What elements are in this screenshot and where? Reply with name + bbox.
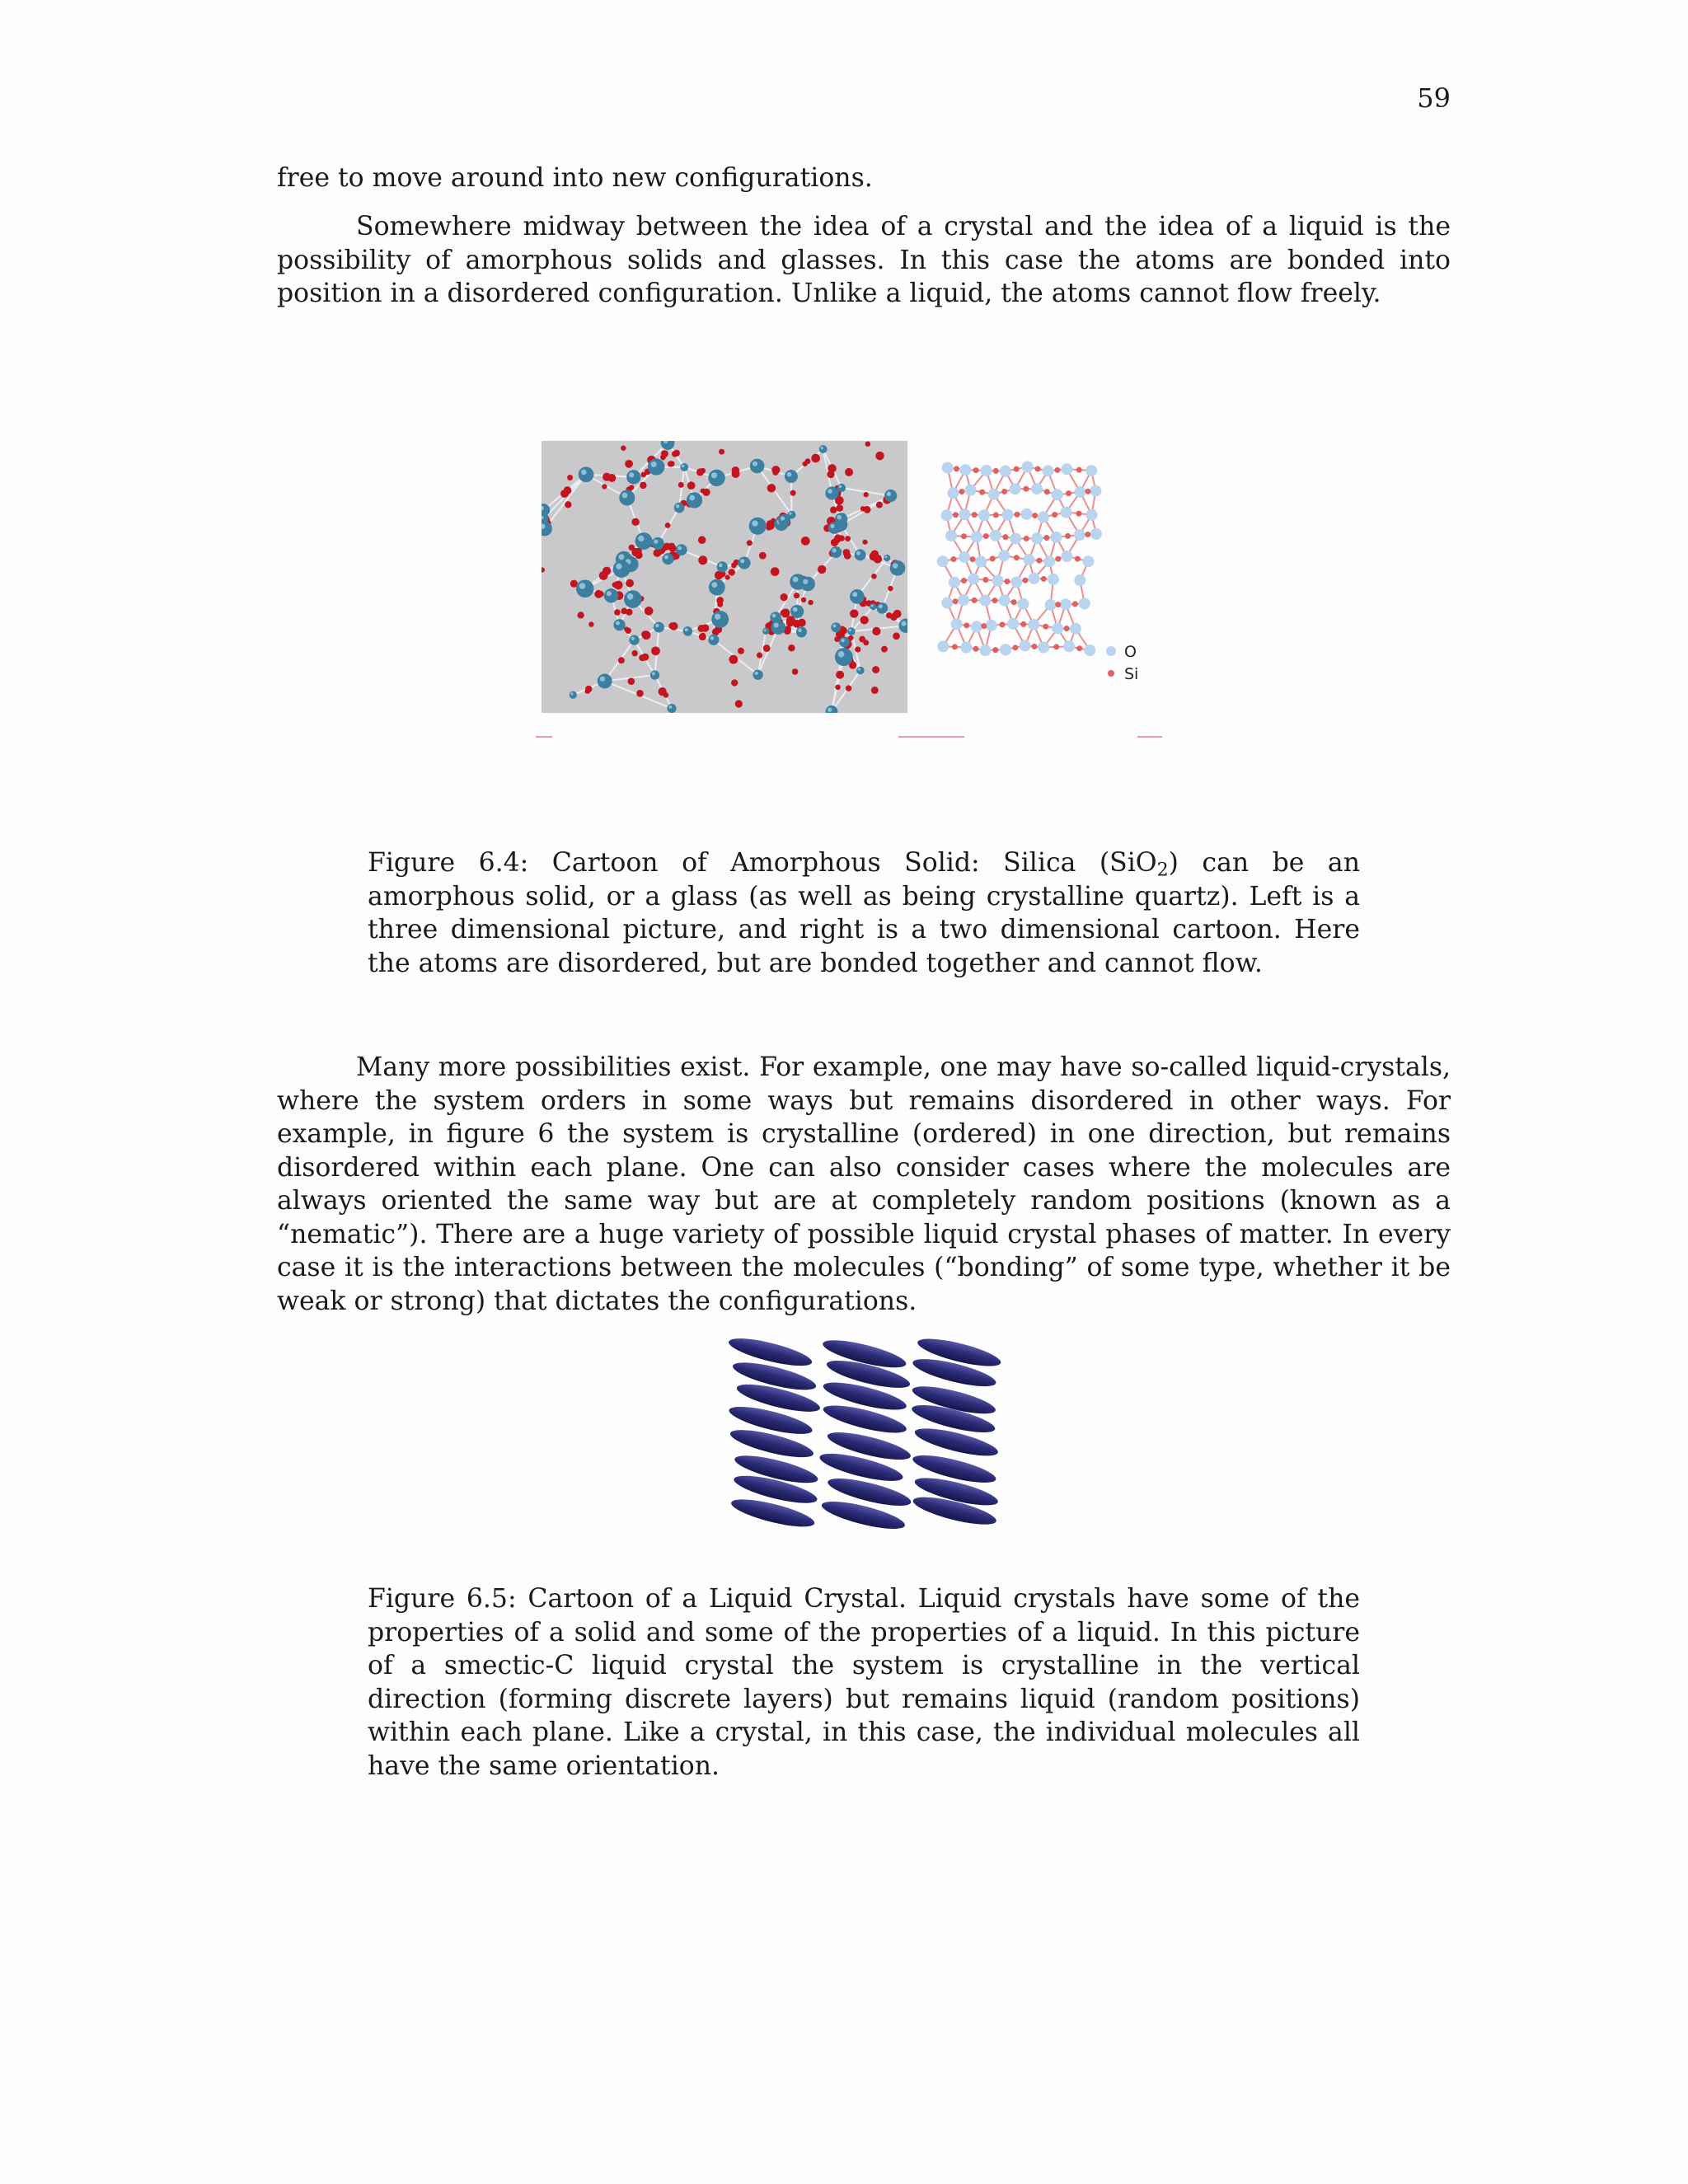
amorphous-silica-3d-image bbox=[542, 441, 907, 713]
figure-6-5-caption: Figure 6.5: Cartoon of a Liquid Crystal. Liquid crystals have some of the properties of a solid and some of the properties of a liquid. In this picture of a smectic-C liquid crystal the system is crystalline in the vertical direction (forming discrete layers) but remains liquid (random positions) within each plane. Like a crystal, in this case, the individual molecules all have the same orientation. bbox=[368, 1584, 1360, 1781]
legend-label-si: Si bbox=[1124, 665, 1139, 683]
legend-label-o: O bbox=[1124, 643, 1137, 661]
paragraph-amorphous-solids: Somewhere midway between the idea of a crystal and the idea of a liquid is the possibility of amorphous solids and glasses. In this case the atoms are bonded into position in a disordered configuration. Unlike a liquid, the atoms cannot flow freely. bbox=[277, 212, 1451, 308]
amorphous-silica-2d-cartoon bbox=[931, 457, 1170, 688]
caption-text-rest: ) can be an amorphous solid, or a glass (as well as being crystalline quartz). Left is a three dimensional picture, and right is a two dimensional cartoon. Here the atoms are disordered, but are bonded together and cannot flow. bbox=[368, 848, 1360, 978]
caption-subscript: 2 bbox=[1156, 860, 1169, 881]
figure-6-4-caption bbox=[368, 846, 1360, 980]
paragraph-continuation: free to move around into new configurations. bbox=[277, 163, 873, 193]
paragraph-liquid-crystals: Many more possibilities exist. For example, one may have so-called liquid-crystals, where the system orders in some ways but remains disordered in other ways. For example, in figure 6 the system is crystalline (ordered) in one direction, but remains disordered within each plane. One can also consider cases where the molecules are always oriented the same way but are at completely random positions (known as a “nematic”). There are a huge variety of possible liquid crystal phases of matter. In every case it is the interactions between the molecules (“bonding” of some type, whether it be weak or strong) that dictates the configurations. bbox=[277, 1052, 1451, 1316]
silicon-legend-marker bbox=[1108, 670, 1114, 677]
figure-legend bbox=[1106, 643, 1138, 683]
page-number: 59 bbox=[1417, 82, 1451, 114]
oxygen-legend-marker bbox=[1106, 646, 1116, 656]
liquid-crystal-image bbox=[725, 1335, 1006, 1541]
caption-text: Figure 6.4: Cartoon of Amorphous Solid: Silica (SiO bbox=[368, 848, 1157, 878]
figure-bottom-edge bbox=[536, 736, 1162, 738]
